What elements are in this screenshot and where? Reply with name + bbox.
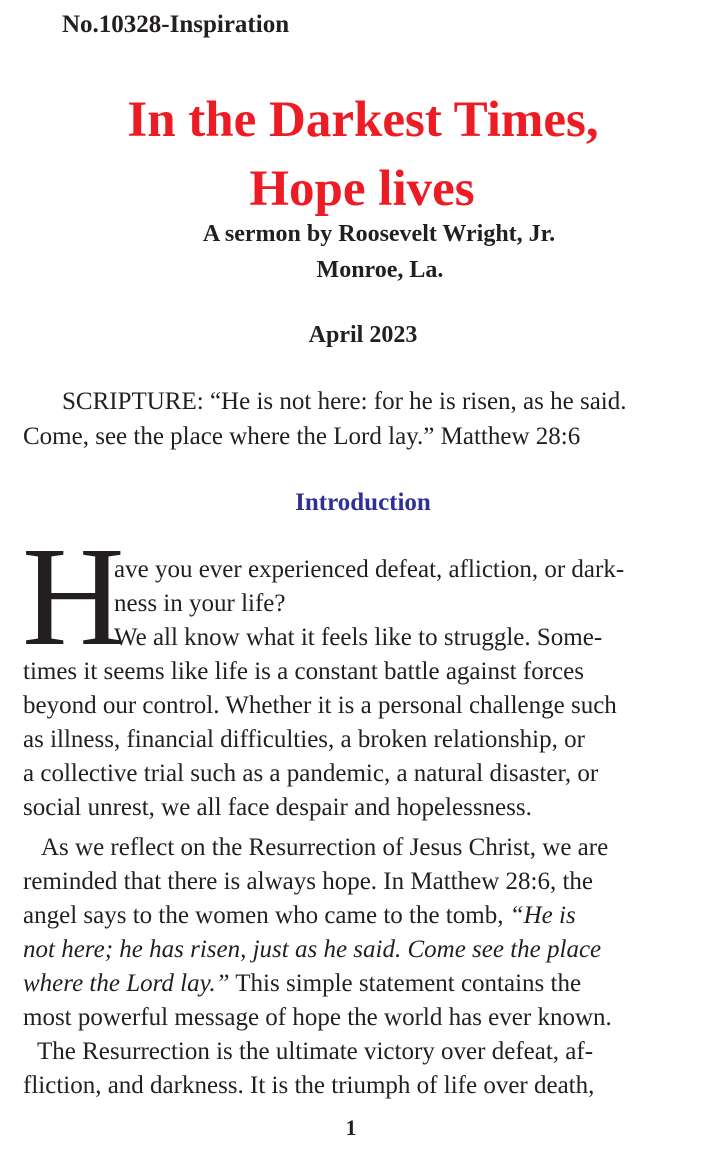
body-line: social unrest, we all face despair and hopelessness. [23, 794, 532, 821]
page-number: 1 [345, 1115, 357, 1140]
body-line: As we reflect on the Resurrection of Jesus Christ, we are [41, 834, 609, 861]
body-line: times it seems like life is a constant battle against forces [23, 658, 584, 685]
body-line: beyond our control. Whether it is a personal challenge such [23, 692, 617, 719]
body-line: as illness, financial difficulties, a broken relationship, or [23, 726, 585, 753]
body-text: This simple statement contains the [229, 970, 582, 997]
byline-author: A sermon by Roosevelt Wright, Jr. [202, 221, 556, 247]
body-line [23, 968, 581, 1000]
byline-location: Monroe, La. [316, 257, 444, 283]
body-line [23, 900, 576, 932]
issue-label: No.10328-Inspiration [62, 11, 290, 38]
scripture-line-1: SCRIPTURE: “He is not here: for he is risen, as he said. [62, 388, 627, 415]
body-line: The Resurrection is the ultimate victory over defeat, af- [37, 1038, 594, 1065]
body-line: We all know what it feels like to struggle. Some- [114, 624, 603, 651]
sermon-date: April 2023 [308, 322, 418, 348]
body-line: fliction, and darkness. It is the triumph of life over death, [23, 1072, 595, 1099]
body-line: most powerful message of hope the world has ever known. [23, 1004, 612, 1031]
body-line: reminded that there is always hope. In Matthew 28:6, the [23, 868, 593, 895]
body-line: a collective trial such as a pandemic, a natural disaster, or [23, 760, 599, 787]
scripture-line-2: Come, see the place where the Lord lay.” Matthew 28:6 [23, 423, 581, 450]
body-line: ness in your life? [114, 590, 286, 617]
body-text: angel says to the women who came to the tomb, [23, 902, 510, 929]
title-line-2: Hope lives [249, 161, 475, 217]
title-line-1: In the Darkest Times, [127, 92, 599, 148]
section-heading: Introduction [295, 489, 431, 516]
drop-cap: H [22, 517, 125, 675]
quote-text: where the Lord lay.” [23, 970, 230, 997]
quote-text: “He is [509, 902, 576, 929]
quote-text: not here; he has risen, just as he said. Come see the place [23, 936, 602, 963]
body-line [23, 934, 601, 966]
body-line: ave you ever experienced defeat, afliction, or dark- [114, 556, 625, 583]
